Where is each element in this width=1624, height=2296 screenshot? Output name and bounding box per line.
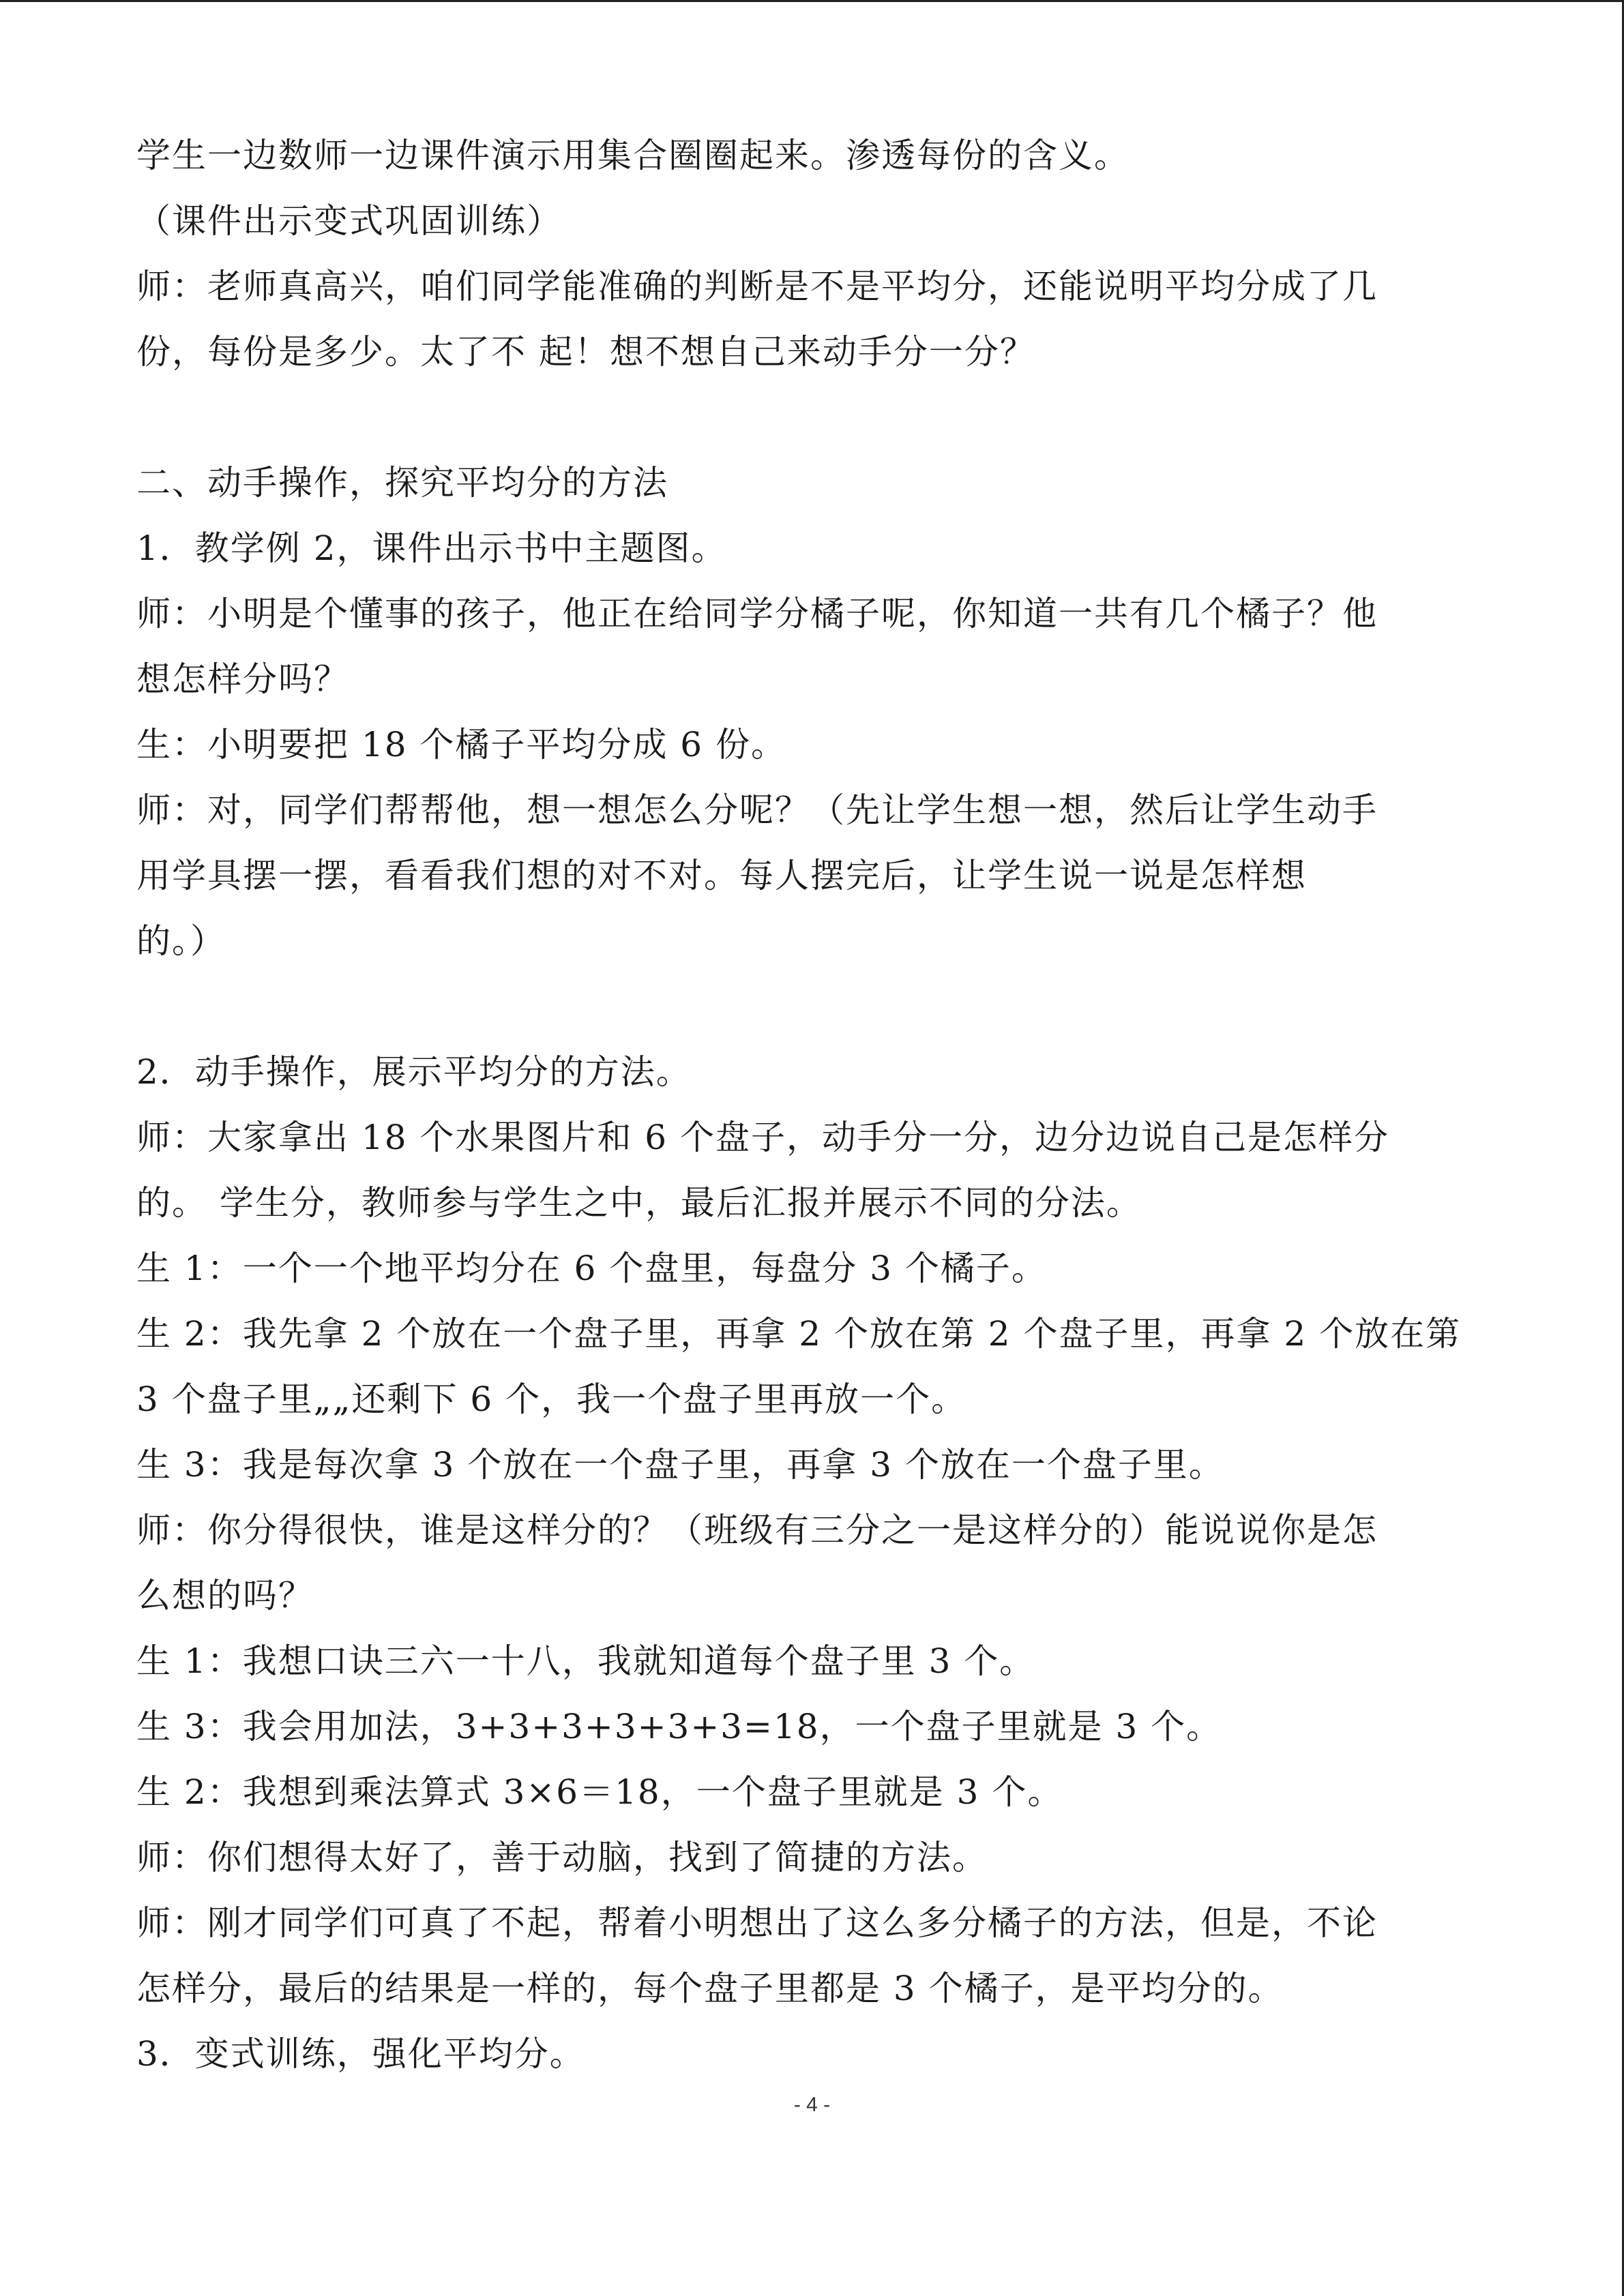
section-heading: 二、动手操作，探究平均分的方法 — [136, 463, 668, 503]
text-line: 1．教学例 2，课件出示书中主题图。 — [136, 528, 727, 568]
text-line: 生 3：我是每次拿 3 个放在一个盘子里，再拿 3 个放在一个盘子里。 — [136, 1445, 1224, 1485]
text-line: 师：你们想得太好了，善于动脑，找到了简捷的方法。 — [136, 1838, 988, 1877]
text-line: 的。 学生分，教师参与学生之中，最后汇报并展示不同的分法。 — [136, 1183, 1142, 1223]
text-line: 师：老师真高兴，咱们同学能准确的判断是不是平均分，还能说明平均分成了几 — [136, 267, 1378, 306]
text-line: 份，每份是多少。太了不 起！想不想自己来动手分一分？ — [136, 332, 1035, 372]
text-line: 生 2：我先拿 2 个放在一个盘子里，再拿 2 个放在第 2 个盘子里，再拿 2 个放在第 — [136, 1314, 1462, 1354]
text-line: 生：小明要把 18 个橘子平均分成 6 份。 — [136, 725, 787, 764]
blank-line — [136, 385, 1507, 450]
text-line: （课件出示变式巩固训练） — [136, 201, 562, 241]
text-line: 师：小明是个懂事的孩子，他正在给同学分橘子呢，你知道一共有几个橘子？他 — [136, 594, 1378, 633]
page-number: - 4 - — [793, 2093, 831, 2116]
text-line: 的。） — [136, 921, 226, 961]
text-line: 3．变式训练，强化平均分。 — [136, 2034, 585, 2074]
text-line: 学生一边数师一边课件演示用集合圈圈起来。渗透每份的含义。 — [136, 136, 1130, 175]
text-line: 想怎样分吗？ — [136, 659, 349, 699]
text-line: 3 个盘子里„„还剩下 6 个，我一个盘子里再放一个。 — [136, 1380, 967, 1419]
text-line: 生 1：一个一个地平均分在 6 个盘里，每盘分 3 个橘子。 — [136, 1249, 1047, 1288]
text-line: 师：对，同学们帮帮他，想一想怎么分呢？（先让学生想一想，然后让学生动手 — [136, 790, 1378, 830]
text-line: 师：大家拿出 18 个水果图片和 6 个盘子，动手分一分，边分边说自己是怎样分 — [136, 1118, 1390, 1157]
text-line: 2．动手操作，展示平均分的方法。 — [136, 1052, 692, 1092]
text-line: 师：你分得很快，谁是这样分的？（班级有三分之一是这样分的）能说说你是怎 — [136, 1510, 1378, 1550]
text-line: 用学具摆一摆，看看我们想的对不对。每人摆完后，让学生说一说是怎样想 — [136, 856, 1307, 895]
blank-line — [136, 974, 1507, 1039]
document-body — [136, 123, 1507, 2087]
text-line: 师：刚才同学们可真了不起，帮着小明想出了这么多分橘子的方法，但是，不论 — [136, 1903, 1378, 1943]
text-line: 生 2：我想到乘法算式 3×6＝18，一个盘子里就是 3 个。 — [136, 1772, 1063, 1812]
text-line: 么想的吗？ — [136, 1576, 314, 1615]
text-line: 生 1：我想口诀三六一十八，我就知道每个盘子里 3 个。 — [136, 1641, 1035, 1681]
text-line: 生 3：我会用加法，3+3+3+3+3+3=18，一个盘子里就是 3 个。 — [136, 1707, 1222, 1746]
text-line: 怎样分，最后的结果是一样的，每个盘子里都是 3 个橘子，是平均分的。 — [136, 1969, 1284, 2008]
